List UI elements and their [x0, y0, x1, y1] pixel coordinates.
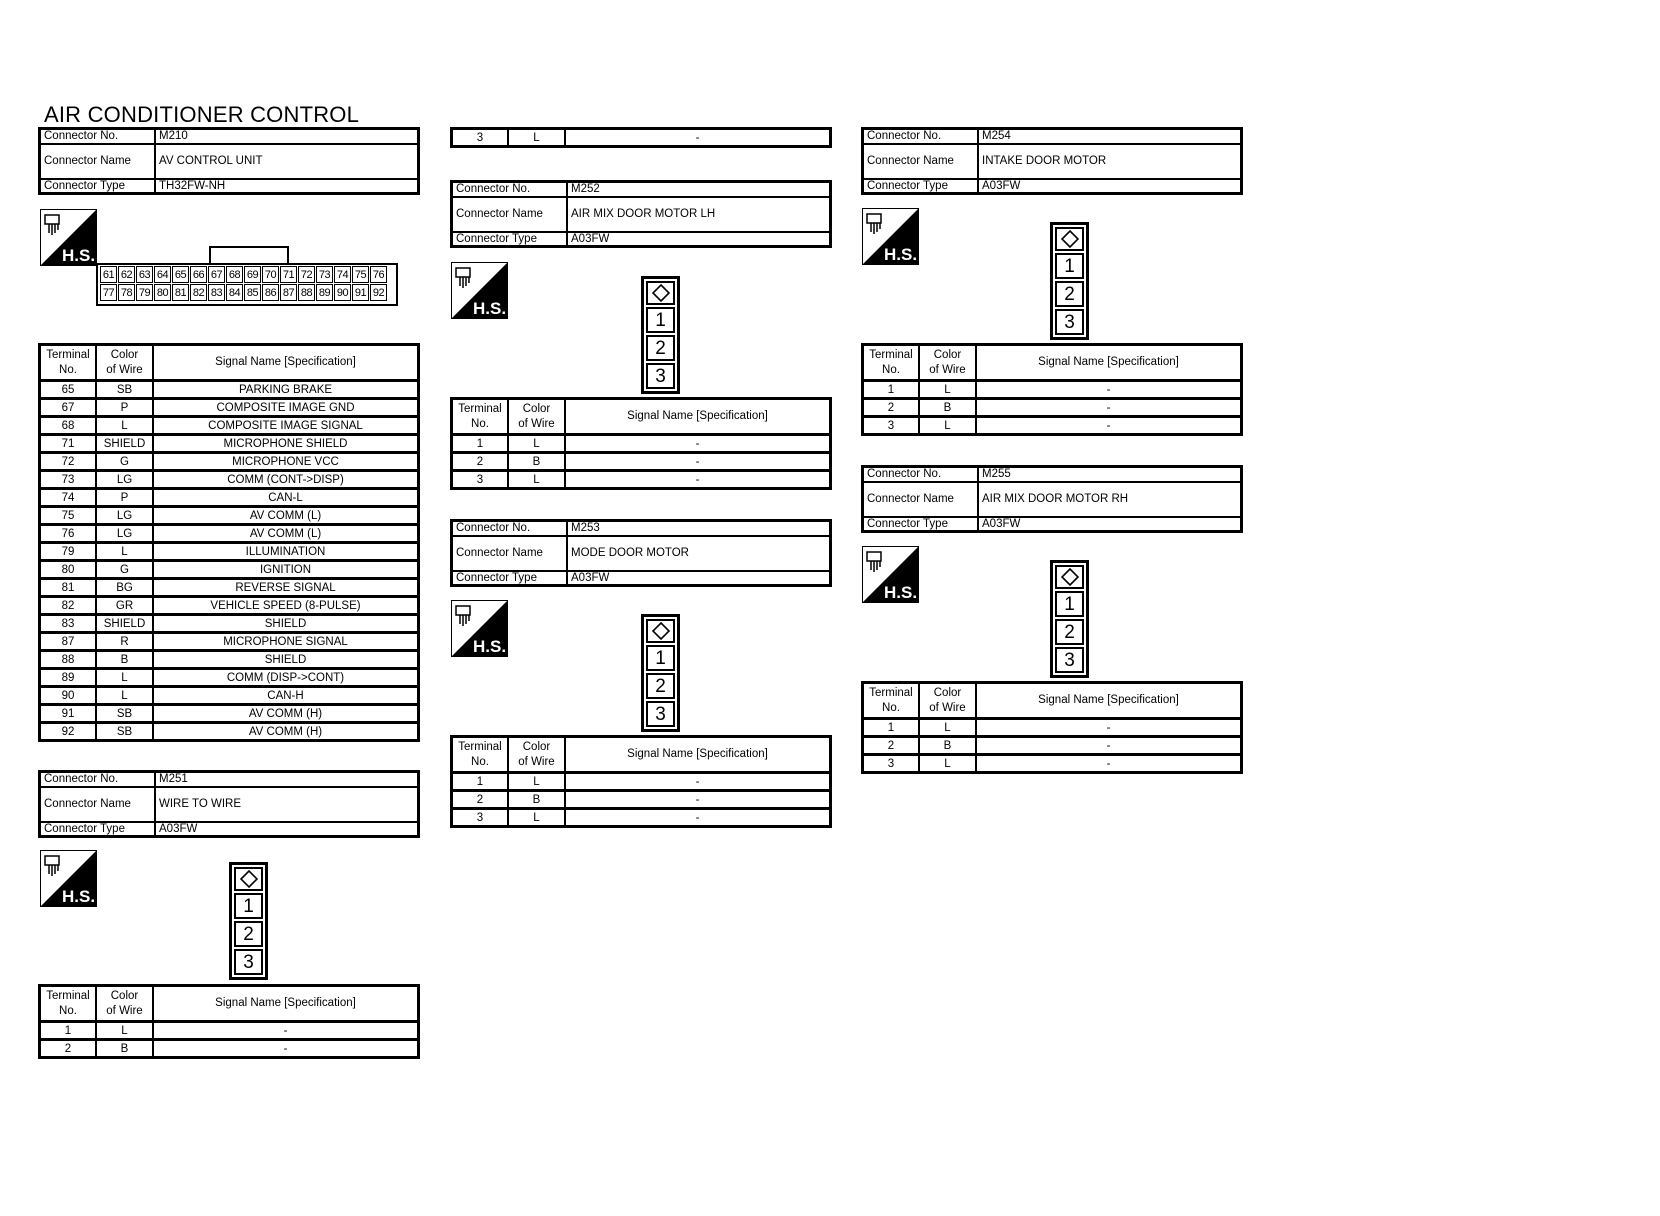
col-signal-name: Signal Name [Specification]	[153, 345, 419, 381]
connector-pin: 69	[244, 266, 261, 283]
harness-side-icon	[40, 209, 97, 266]
cell-signal: SHIELD	[153, 615, 419, 633]
connector-pin: 88	[298, 284, 315, 301]
table-row	[40, 381, 419, 399]
col-signal-name: Signal Name [Specification]	[153, 986, 419, 1022]
col-color-of-wire: Color of Wire	[919, 345, 976, 381]
cell-terminal: 80	[40, 561, 97, 579]
cell-signal: -	[976, 417, 1242, 435]
cell-terminal: 76	[40, 525, 97, 543]
connector-pin: 62	[118, 266, 135, 283]
cell-terminal: 74	[40, 489, 97, 507]
cell-terminal: 68	[40, 417, 97, 435]
cell-terminal: 75	[40, 507, 97, 525]
cell-color: GR	[96, 597, 153, 615]
cell-signal: VEHICLE SPEED (8-PULSE)	[153, 597, 419, 615]
cell-color: L	[96, 669, 153, 687]
svg-text:H.S.: H.S.	[884, 583, 918, 602]
continued-row-table	[450, 127, 832, 148]
connector-key-icon	[234, 867, 263, 891]
cell-terminal: 3	[863, 755, 920, 773]
table-row	[40, 561, 419, 579]
cell-signal: REVERSE SIGNAL	[153, 579, 419, 597]
connector-pin: 2	[234, 921, 263, 947]
connector-pin: 78	[118, 284, 135, 301]
connector-pin: 3	[646, 363, 675, 389]
connector-pin: 74	[334, 266, 351, 283]
table-row	[863, 755, 1242, 773]
connector-pin: 87	[280, 284, 297, 301]
connector-name-value: AIR MIX DOOR MOTOR LH	[567, 197, 831, 232]
connector-key-icon	[1055, 227, 1084, 251]
cell-signal: -	[976, 719, 1242, 737]
cell-signal: -	[153, 1040, 419, 1058]
cell-color: B	[96, 1040, 153, 1058]
table-row	[40, 579, 419, 597]
table-row	[452, 773, 831, 791]
connector-no-value: M210	[155, 129, 419, 144]
cell-signal: AV COMM (H)	[153, 723, 419, 741]
connector-pin: 79	[136, 284, 153, 301]
cell-color: L	[96, 543, 153, 561]
col-color-of-wire: Color of Wire	[919, 683, 976, 719]
cell-terminal: 1	[40, 1022, 97, 1040]
connector-pin: 2	[1055, 281, 1084, 307]
cell-terminal: 81	[40, 579, 97, 597]
connector-pin: 2	[646, 335, 675, 361]
connector-info-m253: Connector No. M253 Connector Name MODE DOOR MOTOR Connector Type A03FW	[450, 519, 832, 587]
connector-pin: 82	[190, 284, 207, 301]
svg-text:H.S.: H.S.	[884, 245, 918, 264]
cell-color: L	[508, 435, 565, 453]
label-connector-no: Connector No.	[40, 129, 156, 144]
connector-no-value: M255	[978, 467, 1242, 482]
connector-info-m254: Connector No. M254 Connector Name INTAKE DOOR MOTOR Connector Type A03FW	[861, 127, 1243, 195]
cell-color: L	[96, 1022, 153, 1040]
col-signal-name: Signal Name [Specification]	[976, 345, 1242, 381]
label-connector-name: Connector Name	[40, 144, 156, 179]
cell-signal: AV COMM (H)	[153, 705, 419, 723]
cell-signal: -	[976, 399, 1242, 417]
connector-name-value: WIRE TO WIRE	[155, 787, 419, 822]
cell-terminal: 72	[40, 453, 97, 471]
cell-signal: CAN-H	[153, 687, 419, 705]
cell-signal: AV COMM (L)	[153, 507, 419, 525]
connector-key-icon	[1055, 565, 1084, 589]
connector-pin: 73	[316, 266, 333, 283]
table-row	[40, 669, 419, 687]
connector-key-icon	[646, 281, 675, 305]
cell-color: B	[508, 791, 565, 809]
table-row	[452, 453, 831, 471]
harness-side-icon	[40, 850, 97, 907]
connector-pin: 1	[234, 893, 263, 919]
connector-pin: 1	[1055, 591, 1084, 617]
table-row	[863, 381, 1242, 399]
connector-pin: 64	[154, 266, 171, 283]
cell-terminal: 82	[40, 597, 97, 615]
cell-terminal: 88	[40, 651, 97, 669]
table-row	[863, 719, 1242, 737]
cell-signal: PARKING BRAKE	[153, 381, 419, 399]
svg-text:H.S.: H.S.	[473, 299, 507, 318]
connector-pin: 75	[352, 266, 369, 283]
cell-color: BG	[96, 579, 153, 597]
signal-table-m252	[450, 397, 832, 490]
connector-pin: 85	[244, 284, 261, 301]
cell-terminal: 67	[40, 399, 97, 417]
connector-type-value: A03FW	[155, 822, 419, 837]
connector-pin: 77	[100, 284, 117, 301]
connector-pin: 68	[226, 266, 243, 283]
cell-color: R	[96, 633, 153, 651]
connector-pin: 67	[208, 266, 225, 283]
connector-pin: 3	[1055, 309, 1084, 335]
signal-table-m253	[450, 735, 832, 828]
col-terminal-no: Terminal No.	[452, 399, 509, 435]
cell-color: G	[96, 561, 153, 579]
connector-pin: 61	[100, 266, 117, 283]
cell-color: L	[508, 773, 565, 791]
connector-pin: 63	[136, 266, 153, 283]
col-terminal-no: Terminal No.	[40, 345, 97, 381]
harness-side-icon	[862, 208, 919, 265]
cell-terminal: 1	[452, 773, 509, 791]
connector-pin: 90	[334, 284, 351, 301]
cell-color: L	[919, 755, 976, 773]
cell-color: B	[508, 453, 565, 471]
cell-terminal: 87	[40, 633, 97, 651]
cell-signal: -	[565, 129, 831, 147]
cell-signal: MICROPHONE VCC	[153, 453, 419, 471]
table-row	[40, 723, 419, 741]
page-title: AIR CONDITIONER CONTROL	[44, 102, 360, 127]
cell-terminal: 3	[452, 471, 509, 489]
cell-terminal: 90	[40, 687, 97, 705]
table-row	[863, 399, 1242, 417]
cell-color: L	[96, 417, 153, 435]
connector-pin: 81	[172, 284, 189, 301]
cell-signal: IGNITION	[153, 561, 419, 579]
cell-signal: -	[976, 381, 1242, 399]
connector-info-m255: Connector No. M255 Connector Name AIR MIX DOOR MOTOR RH Connector Type A03FW	[861, 465, 1243, 533]
connector-face-m254	[1050, 222, 1089, 340]
connector-pin: 1	[646, 307, 675, 333]
cell-color: L	[508, 471, 565, 489]
connector-pin: 89	[316, 284, 333, 301]
cell-signal: -	[565, 435, 831, 453]
connector-pin: 3	[234, 949, 263, 975]
signal-table-m255	[861, 681, 1243, 774]
cell-color: SB	[96, 705, 153, 723]
col-signal-name: Signal Name [Specification]	[565, 737, 831, 773]
connector-pin: 80	[154, 284, 171, 301]
harness-side-icon	[862, 546, 919, 603]
cell-terminal: 89	[40, 669, 97, 687]
cell-color: SB	[96, 723, 153, 741]
cell-signal: ILLUMINATION	[153, 543, 419, 561]
svg-text:H.S.: H.S.	[62, 246, 96, 265]
connector-no-value: M254	[978, 129, 1242, 144]
harness-side-icon	[451, 600, 508, 657]
col-color-of-wire: Color of Wire	[96, 986, 153, 1022]
connector-pin: 2	[1055, 619, 1084, 645]
connector-pin: 92	[370, 284, 387, 301]
table-row	[40, 705, 419, 723]
connector-no-value: M253	[567, 521, 831, 536]
table-row	[452, 471, 831, 489]
cell-color: P	[96, 489, 153, 507]
cell-signal: -	[565, 471, 831, 489]
connector-pin: 84	[226, 284, 243, 301]
cell-color: LG	[96, 507, 153, 525]
cell-terminal: 91	[40, 705, 97, 723]
cell-signal: AV COMM (L)	[153, 525, 419, 543]
svg-text:H.S.: H.S.	[62, 887, 96, 906]
cell-terminal: 2	[452, 791, 509, 809]
col-terminal-no: Terminal No.	[863, 345, 920, 381]
connector-pin: 65	[172, 266, 189, 283]
connector-type-value: A03FW	[567, 232, 831, 247]
cell-signal: CAN-L	[153, 489, 419, 507]
connector-type-value: A03FW	[978, 517, 1242, 532]
cell-signal: COMPOSITE IMAGE SIGNAL	[153, 417, 419, 435]
connector-info-m252: Connector No. M252 Connector Name AIR MIX DOOR MOTOR LH Connector Type A03FW	[450, 180, 832, 248]
connector-pin: 72	[298, 266, 315, 283]
cell-signal: COMPOSITE IMAGE GND	[153, 399, 419, 417]
connector-pin: 1	[646, 645, 675, 671]
table-row	[452, 435, 831, 453]
table-row	[863, 737, 1242, 755]
cell-terminal: 1	[863, 381, 920, 399]
col-terminal-no: Terminal No.	[40, 986, 97, 1022]
connector-info-m210	[38, 127, 420, 195]
cell-signal: -	[565, 809, 831, 827]
table-row	[40, 525, 419, 543]
table-row	[40, 471, 419, 489]
connector-pin: 3	[646, 701, 675, 727]
cell-signal: -	[153, 1022, 419, 1040]
cell-color: B	[919, 737, 976, 755]
cell-color: SHIELD	[96, 435, 153, 453]
col-signal-name: Signal Name [Specification]	[976, 683, 1242, 719]
cell-color: G	[96, 453, 153, 471]
cell-terminal: 2	[452, 453, 509, 471]
cell-color: L	[508, 809, 565, 827]
connector-name-value: MODE DOOR MOTOR	[567, 536, 831, 571]
cell-terminal: 2	[863, 737, 920, 755]
cell-terminal: 1	[863, 719, 920, 737]
connector-face-m252	[641, 276, 680, 394]
table-row	[40, 615, 419, 633]
table-row	[40, 399, 419, 417]
connector-type-value: A03FW	[978, 179, 1242, 194]
connector-pin: 2	[646, 673, 675, 699]
table-row	[452, 809, 831, 827]
connector-pin: 1	[1055, 253, 1084, 279]
cell-signal: -	[565, 791, 831, 809]
connector-pin: 71	[280, 266, 297, 283]
cell-signal: MICROPHONE SHIELD	[153, 435, 419, 453]
cell-signal: -	[976, 755, 1242, 773]
cell-color: B	[96, 651, 153, 669]
cell-color: SHIELD	[96, 615, 153, 633]
table-row	[40, 597, 419, 615]
table-row	[863, 417, 1242, 435]
connector-pin: 86	[262, 284, 279, 301]
cell-color: B	[919, 399, 976, 417]
connector-face-m255	[1050, 560, 1089, 678]
table-row	[40, 489, 419, 507]
cell-terminal: 65	[40, 381, 97, 399]
table-row	[40, 633, 419, 651]
cell-color: L	[919, 719, 976, 737]
cell-signal: MICROPHONE SIGNAL	[153, 633, 419, 651]
label-connector-type: Connector Type	[40, 179, 156, 194]
connector-face-m253	[641, 614, 680, 732]
cell-color: SB	[96, 381, 153, 399]
col-color-of-wire: Color of Wire	[508, 737, 565, 773]
cell-terminal: 92	[40, 723, 97, 741]
signal-table-m210	[38, 343, 420, 742]
connector-name-value: AV CONTROL UNIT	[155, 144, 419, 179]
connector-name-value: AIR MIX DOOR MOTOR RH	[978, 482, 1242, 517]
signal-table-m251	[38, 984, 420, 1059]
cell-terminal: 3	[452, 129, 509, 147]
table-row	[452, 791, 831, 809]
cell-terminal: 3	[452, 809, 509, 827]
cell-color: L	[919, 417, 976, 435]
cell-terminal: 79	[40, 543, 97, 561]
cell-color: L	[96, 687, 153, 705]
connector-pin: 83	[208, 284, 225, 301]
table-row	[40, 651, 419, 669]
table-row	[40, 435, 419, 453]
cell-terminal: 71	[40, 435, 97, 453]
col-signal-name: Signal Name [Specification]	[565, 399, 831, 435]
connector-info-m251: Connector No. M251 Connector Name WIRE TO WIRE Connector Type A03FW	[38, 770, 420, 838]
cell-color: LG	[96, 471, 153, 489]
cell-terminal: 2	[863, 399, 920, 417]
cell-terminal: 83	[40, 615, 97, 633]
harness-side-icon	[451, 262, 508, 319]
cell-signal: COMM (CONT->DISP)	[153, 471, 419, 489]
col-color-of-wire: Color of Wire	[96, 345, 153, 381]
table-row	[40, 507, 419, 525]
col-color-of-wire: Color of Wire	[508, 399, 565, 435]
connector-type-value: A03FW	[567, 571, 831, 586]
cell-color: P	[96, 399, 153, 417]
table-row	[40, 417, 419, 435]
cell-color: L	[919, 381, 976, 399]
cell-signal: -	[565, 773, 831, 791]
col-terminal-no: Terminal No.	[863, 683, 920, 719]
connector-name-value: INTAKE DOOR MOTOR	[978, 144, 1242, 179]
connector-pin: 66	[190, 266, 207, 283]
cell-terminal: 73	[40, 471, 97, 489]
table-row	[40, 687, 419, 705]
signal-table-m254	[861, 343, 1243, 436]
connector-pin: 70	[262, 266, 279, 283]
cell-terminal: 1	[452, 435, 509, 453]
cell-color: LG	[96, 525, 153, 543]
col-terminal-no: Terminal No.	[452, 737, 509, 773]
cell-color: L	[508, 129, 565, 147]
connector-no-value: M252	[567, 182, 831, 197]
svg-text:H.S.: H.S.	[473, 637, 507, 656]
cell-terminal: 3	[863, 417, 920, 435]
connector-face-m251	[229, 862, 268, 980]
cell-signal: SHIELD	[153, 651, 419, 669]
connector-type-value: TH32FW-NH	[155, 179, 419, 194]
connector-key-icon	[646, 619, 675, 643]
table-row	[40, 1022, 419, 1040]
connector-face-m210	[96, 246, 398, 308]
connector-pin: 91	[352, 284, 369, 301]
connector-no-value: M251	[155, 772, 419, 787]
table-row	[40, 453, 419, 471]
connector-pin: 76	[370, 266, 387, 283]
table-row	[40, 543, 419, 561]
cell-signal: -	[976, 737, 1242, 755]
connector-pin: 3	[1055, 647, 1084, 673]
cell-signal: -	[565, 453, 831, 471]
cell-terminal: 2	[40, 1040, 97, 1058]
cell-signal: COMM (DISP->CONT)	[153, 669, 419, 687]
table-row	[40, 1040, 419, 1058]
